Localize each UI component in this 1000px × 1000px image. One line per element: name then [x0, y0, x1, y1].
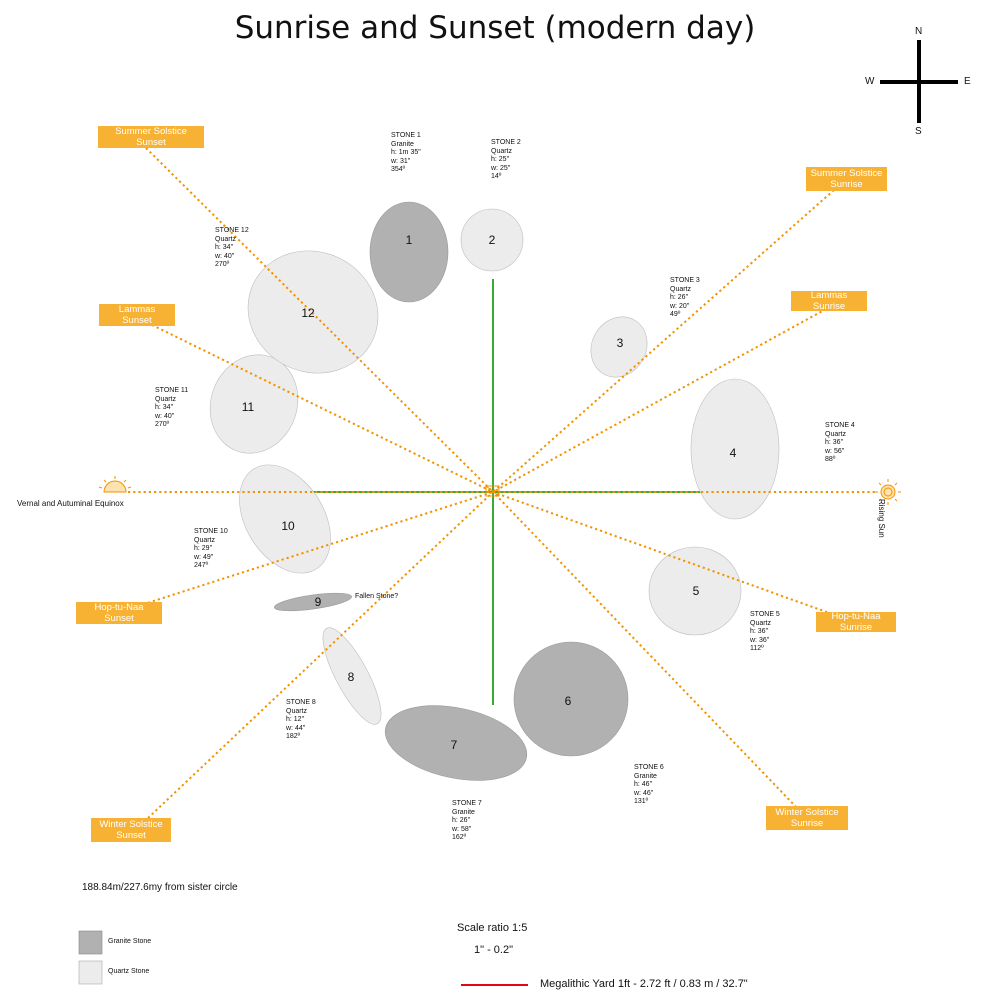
stone-number-4: 4: [729, 446, 737, 460]
stone-9: [273, 590, 352, 615]
label-hop-sunrise: Hop-tu-Naa Sunrise: [816, 612, 896, 632]
compass-icon: [880, 40, 958, 123]
stone-info-11: STONE 11 Quartz h: 34" w: 40" 270º: [155, 387, 189, 429]
stone-info-4: STONE 4 Quartz h: 36" w: 56" 88º: [825, 422, 855, 464]
label-rising-sun: Rising Sun: [877, 499, 886, 538]
stone-number-1: 1: [405, 233, 413, 247]
stone-info-12: STONE 12 Quartz h: 34" w: 40" 270º: [215, 227, 249, 269]
stone-1: [370, 202, 448, 302]
stone-number-5: 5: [692, 584, 700, 598]
compass-w: W: [865, 76, 875, 87]
compass-s: S: [915, 126, 922, 137]
stone-number-7: 7: [450, 738, 458, 752]
stone-number-8: 8: [347, 670, 355, 684]
label-equinox: Vernal and Autuminal Equinox: [17, 499, 124, 508]
stone-number-11: 11: [241, 400, 255, 414]
label-winter-solstice-sunrise: Winter Solstice Sunrise: [766, 806, 848, 830]
compass-e: E: [964, 76, 971, 87]
setting-sun-icon: [99, 476, 131, 492]
stone-info-2: STONE 2 Quartz h: 25" w: 25" 14º: [491, 139, 521, 181]
page-title: Sunrise and Sunset (modern day): [234, 10, 756, 46]
stone-info-1: STONE 1 Granite h: 1m 35" w: 31" 354º: [391, 132, 421, 174]
line-summer-solstice-sunrise: [493, 190, 834, 492]
stone-info-7: STONE 7 Granite h: 26" w: 58" 162º: [452, 800, 482, 842]
stone-number-10: 10: [281, 519, 295, 533]
stone-number-3: 3: [616, 336, 624, 350]
stone-info-8: STONE 8 Quartz h: 12" w: 44" 182º: [286, 699, 316, 741]
stone-info-5: STONE 5 Quartz h: 36" w: 36" 112º: [750, 611, 780, 653]
legend-quartz-swatch: [79, 961, 102, 984]
scale-ratio: Scale ratio 1:5: [457, 922, 528, 934]
stone-info-6: STONE 6 Granite h: 46" w: 46" 131º: [634, 764, 664, 806]
compass-n: N: [915, 26, 923, 37]
stone-number-9: 9: [314, 595, 322, 609]
stone-info-9: Fallen Stone?: [355, 593, 399, 600]
label-summer-solstice-sunrise: Summer Solstice Sunrise: [806, 167, 887, 191]
megalithic-yard-label: Megalithic Yard 1ft - 2.72 ft / 0.83 m / 32.7": [540, 978, 748, 990]
label-summer-solstice-sunset: Summer Solstice Sunset: [98, 126, 204, 148]
label-lammas-sunrise: Lammas Sunrise: [791, 291, 867, 311]
label-hop-sunset: Hop-tu-Naa Sunset: [76, 602, 162, 624]
scale-inch: 1" - 0.2": [474, 944, 513, 956]
stone-info-3: STONE 3 Quartz h: 26" w: 20" 49º: [670, 277, 700, 319]
legend-granite-label: Granite Stone: [108, 938, 152, 945]
stone-number-12: 12: [301, 306, 315, 320]
label-winter-solstice-sunset: Winter Solstice Sunset: [91, 818, 171, 842]
distance-note: 188.84m/227.6my from sister circle: [82, 882, 238, 893]
legend-quartz-label: Quartz Stone: [108, 968, 150, 975]
label-lammas-sunset: Lammas Sunset: [99, 304, 175, 326]
stone-number-6: 6: [564, 694, 572, 708]
stone-number-2: 2: [488, 233, 496, 247]
legend-granite-swatch: [79, 931, 102, 954]
stone-info-10: STONE 10 Quartz h: 29" w: 49" 247º: [194, 528, 228, 570]
